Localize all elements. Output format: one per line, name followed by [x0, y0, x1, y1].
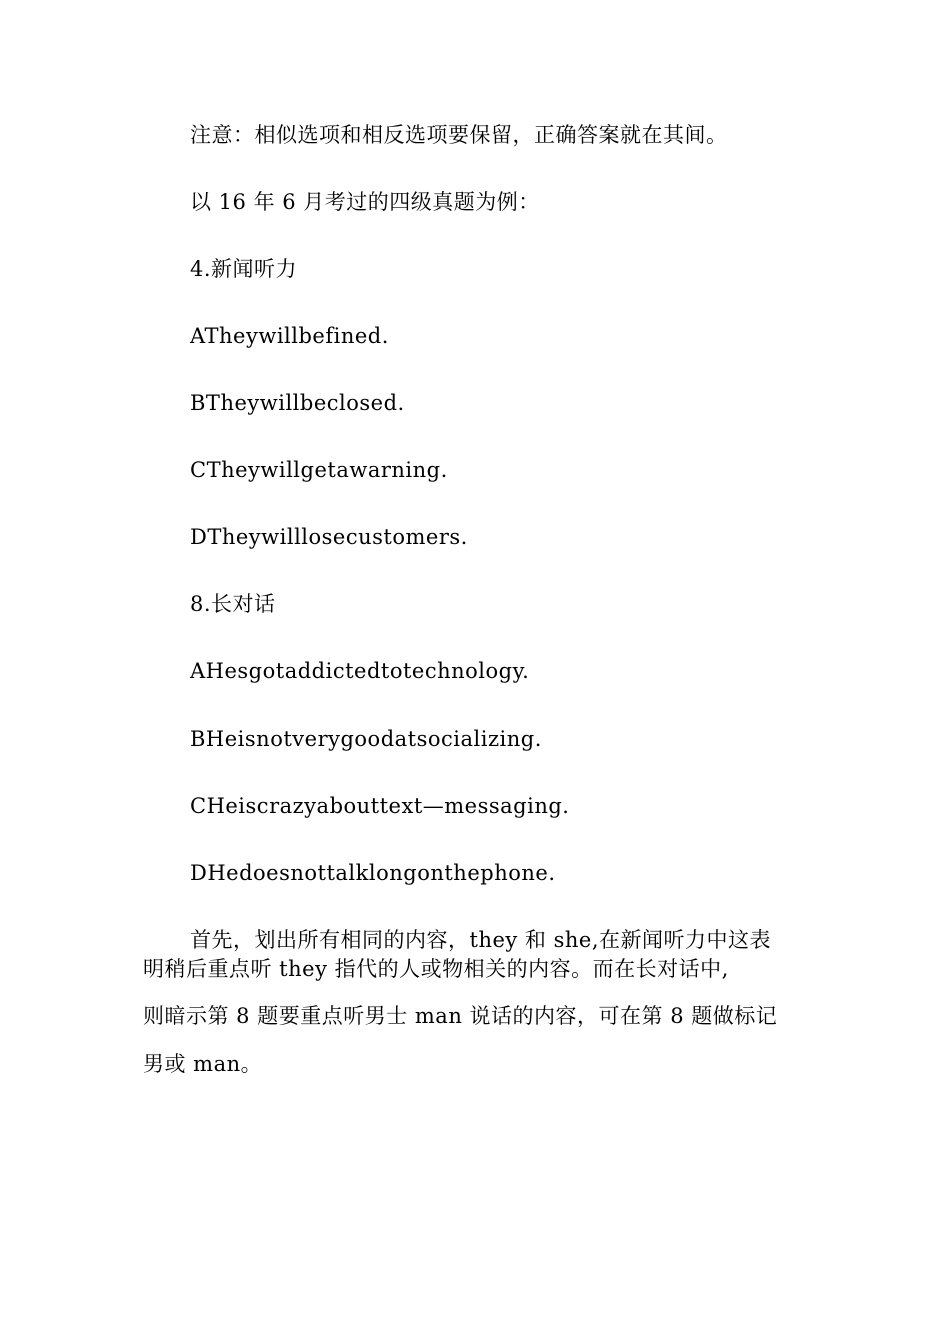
dialogue-option-c: CHeiscrazyabouttext—messaging. — [190, 794, 570, 818]
news-option-b: BTheywillbeclosed. — [190, 391, 405, 415]
news-option-d: DTheywilllosecustomers. — [190, 525, 468, 549]
explanation-line-1: 首先，划出所有相同的内容，they 和 she,在新闻听力中这表 — [190, 928, 772, 952]
dialogue-option-a: AHesgotaddictedtotechnology. — [190, 659, 530, 683]
explanation-line-2: 明稍后重点听 they 指代的人或物相关的内容。而在长对话中, — [143, 957, 729, 981]
news-section-heading: 4.新闻听力 — [190, 257, 298, 281]
news-option-c: CTheywillgetawarning. — [190, 458, 448, 482]
dialogue-section-heading: 8.长对话 — [190, 592, 276, 616]
note-paragraph: 注意：相似选项和相反选项要保留，正确答案就在其间。 — [190, 123, 728, 147]
example-intro: 以 16 年 6 月考过的四级真题为例： — [190, 190, 540, 214]
explanation-line-3: 则暗示第 8 题要重点听男士 man 说话的内容，可在第 8 题做标记 — [143, 1004, 778, 1028]
explanation-line-4: 男或 man。 — [143, 1052, 263, 1076]
dialogue-option-b: BHeisnotverygoodatsocializing. — [190, 727, 542, 751]
news-option-a: ATheywillbefined. — [190, 324, 389, 348]
dialogue-option-d: DHedoesnottalklongonthephone. — [190, 861, 556, 885]
